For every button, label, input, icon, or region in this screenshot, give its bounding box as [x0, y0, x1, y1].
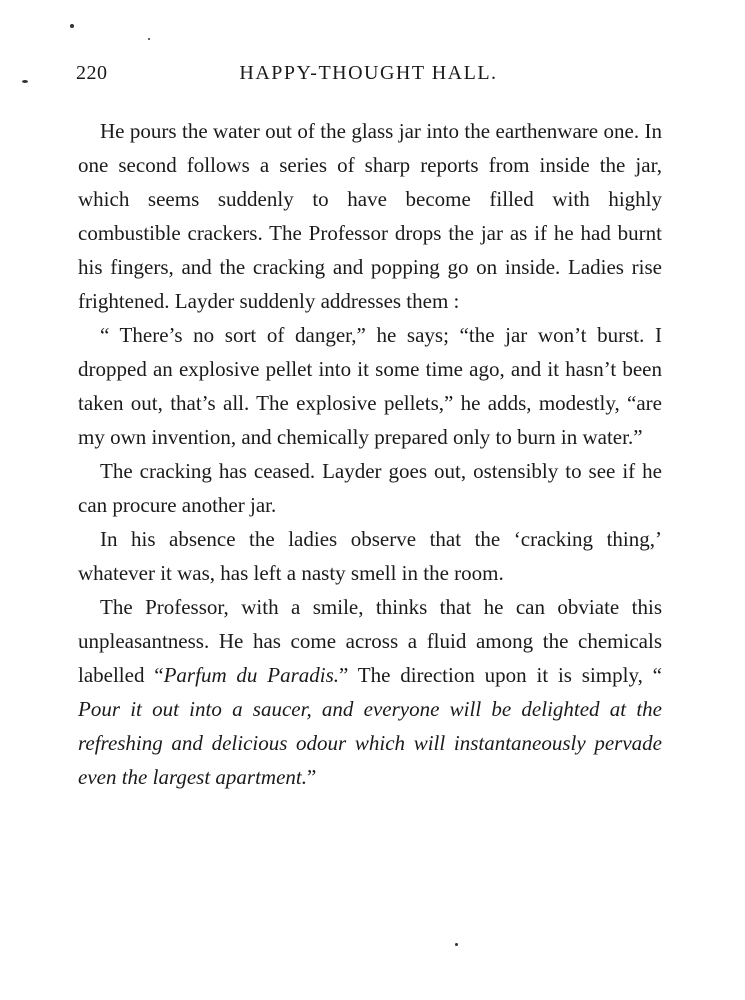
paragraph — [78, 590, 662, 794]
paragraph — [78, 114, 662, 318]
text-run: ” — [307, 765, 317, 789]
ink-speck — [148, 38, 150, 40]
text-run: “ There’s no sort of danger,” he says; “the jar won’t burst. I dropped an explosive pellet into it some time ago, and it hasn’t been taken out, that’s all. The explosive pellets,” he adds, modestly, “are my own invention, and chemically prepared only to burn in water.” — [78, 323, 662, 449]
text-run: ” The direction upon it is simply, “ — [339, 663, 662, 687]
paragraph — [78, 318, 662, 454]
text-run: The cracking has ceased. Layder goes out, ostensibly to see if he can procure another jar. — [78, 459, 662, 517]
italic-text: Pour it out into a saucer, and everyone will be delighted at the refreshing and delicious odour which will instantaneously pervade even the largest apartment. — [78, 697, 662, 789]
ink-speck — [455, 943, 458, 946]
italic-text: Parfum du Paradis. — [163, 663, 339, 687]
page-header — [76, 62, 661, 92]
text-run: The Professor, with a smile, thinks that he can obviate this unpleasantness. He has come across a fluid among the chemicals labelled “ — [78, 595, 662, 687]
body-text — [78, 114, 662, 794]
paragraph — [78, 454, 662, 522]
text-run: He pours the water out of the glass jar into the earthenware one. In one second follows a series of sharp reports from inside the jar, which seems suddenly to have become filled with highly combustible crackers. The Professor drops the jar as if he had burnt his fingers, and the cracking and popping go on inside. Ladies rise frightened. Layder suddenly addresses them : — [78, 119, 662, 313]
paragraph — [78, 522, 662, 590]
ink-speck — [70, 24, 74, 28]
text-run: In his absence the ladies observe that the ‘cracking thing,’ whatever it was, has left a nasty smell in the room. — [78, 527, 662, 585]
ink-speck — [22, 80, 28, 83]
running-title: HAPPY-THOUGHT HALL. — [239, 62, 498, 84]
page-number: 220 — [76, 62, 108, 84]
